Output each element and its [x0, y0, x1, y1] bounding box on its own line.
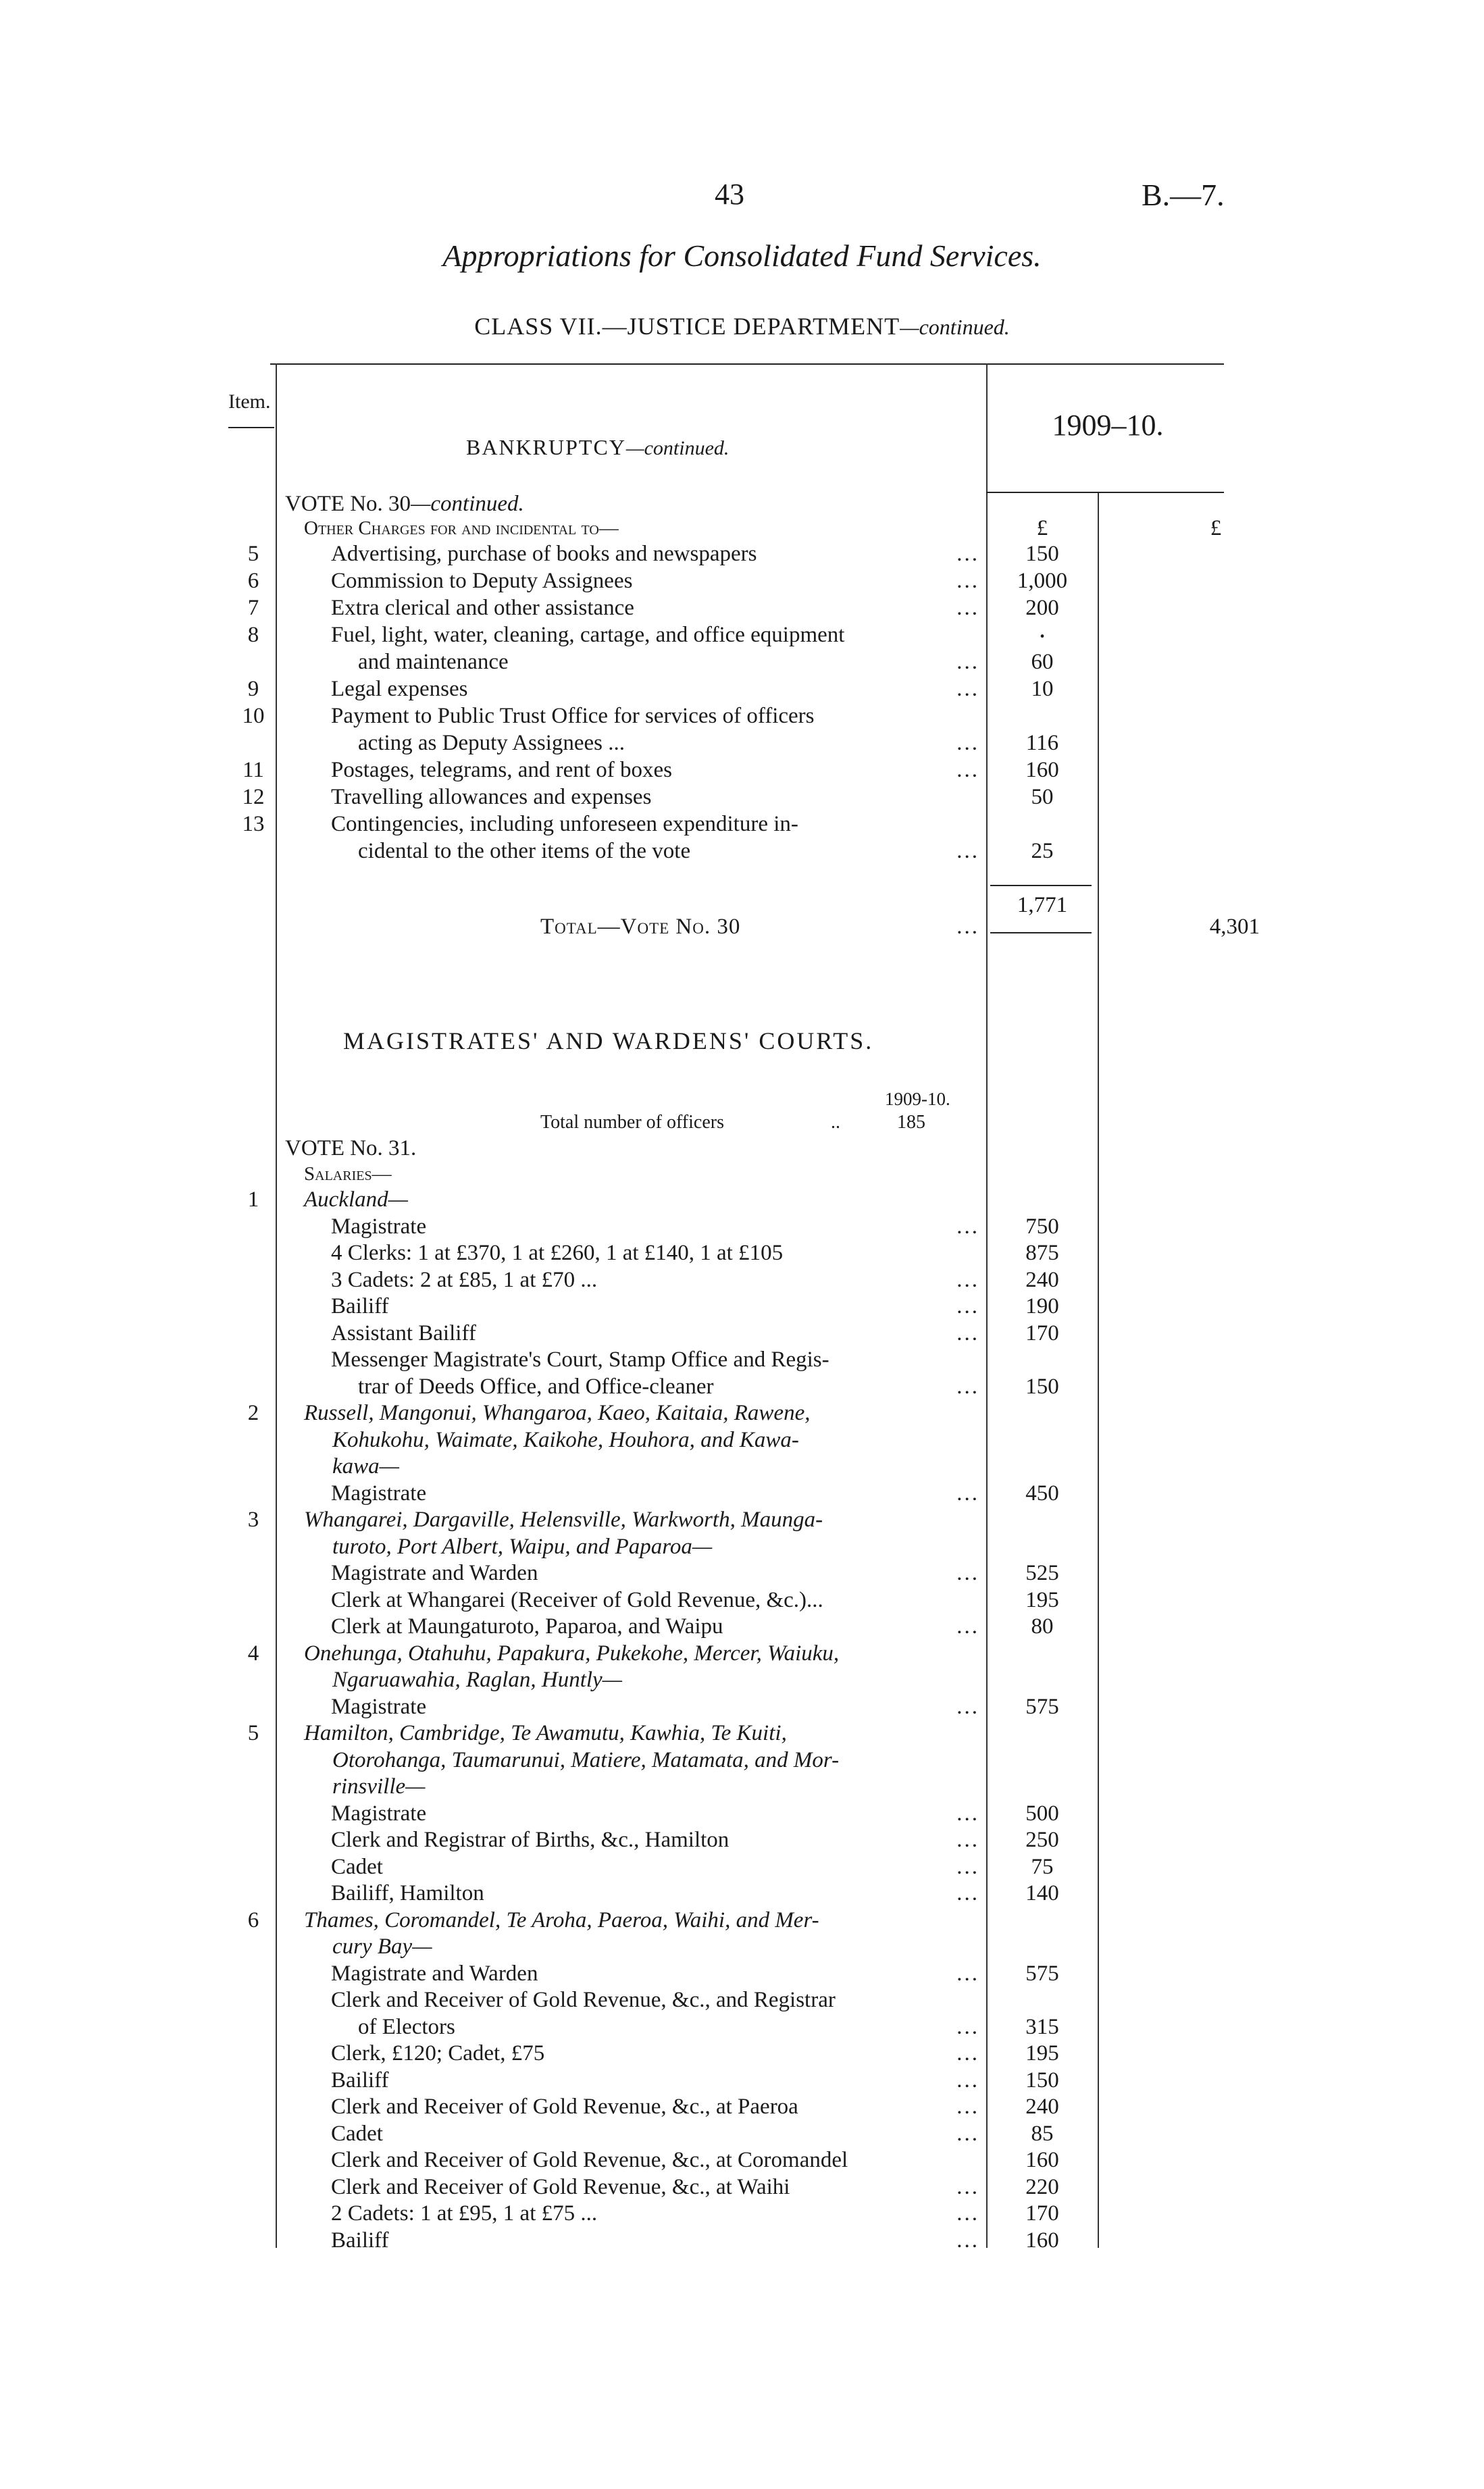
- salary-line-row: [0, 1453, 1484, 1480]
- item-amount: 195: [1025, 1587, 1059, 1612]
- item-description: Contingencies, including unforeseen expenditure in-: [331, 812, 798, 836]
- bankruptcy-item-row: [0, 729, 1484, 756]
- item-number: 8: [247, 623, 259, 647]
- total-currency-symbol: £: [1210, 516, 1222, 540]
- item-description: Kohukohu, Waimate, Kaikohe, Houhora, and Kawa-: [332, 1427, 799, 1452]
- salaries-heading: [0, 1160, 1484, 1187]
- vote-30-heading: [0, 490, 1484, 517]
- item-amount: 240: [1025, 2095, 1059, 2119]
- item-number: 5: [247, 1721, 259, 1745]
- salary-line-row: [0, 1773, 1484, 1800]
- leader-dots: ...: [956, 1881, 979, 1905]
- bankruptcy-heading-suffix: —continued.: [625, 437, 730, 459]
- document-reference: B.—7.: [1142, 178, 1225, 212]
- leader-dots: ...: [956, 569, 979, 593]
- item-description: trar of Deeds Office, and Office-cleaner: [358, 1374, 714, 1399]
- item-amount: 10: [1031, 677, 1054, 701]
- bankruptcy-item-row: [0, 784, 1484, 811]
- leader-dots: ...: [956, 1374, 979, 1399]
- item-description: Clerk and Receiver of Gold Revenue, &c., and Registrar: [331, 1988, 836, 2012]
- salary-line-row: [0, 1373, 1484, 1400]
- salary-line-row: [0, 2013, 1484, 2041]
- salary-line-row: [0, 1266, 1484, 1293]
- leader-dots: ...: [956, 650, 979, 674]
- item-number: 10: [242, 704, 265, 728]
- salary-line-row: [0, 2200, 1484, 2227]
- salary-line-row: [0, 1907, 1484, 1934]
- item-amount: 575: [1025, 1961, 1059, 1986]
- item-description: turoto, Port Albert, Waipu, and Paparoa—: [332, 1534, 713, 1559]
- vote-30-suffix: —continued.: [411, 492, 524, 516]
- class-heading-suffix: —continued.: [900, 315, 1010, 339]
- bankruptcy-item-row: [0, 756, 1484, 784]
- item-amount: 500: [1025, 1801, 1059, 1826]
- item-description: Magistrate: [331, 1481, 427, 1506]
- salary-line-row: [0, 1800, 1484, 1827]
- item-description: Ngaruawahia, Raglan, Huntly—: [332, 1668, 623, 1692]
- class-heading-text: CLASS VII.—JUSTICE DEPARTMENT: [474, 313, 900, 340]
- leader-dots: ...: [956, 1561, 979, 1585]
- class-heading: [0, 312, 1484, 340]
- bankruptcy-item-row: [0, 702, 1484, 729]
- leader-dots: ...: [956, 1961, 979, 1986]
- salary-line-row: [0, 1613, 1484, 1640]
- bankruptcy-heading: [466, 435, 729, 460]
- item-description: cidental to the other items of the vote: [358, 839, 691, 863]
- stray-mark: ·: [1038, 621, 1047, 651]
- other-charges-label: Other Charges for and incidental to—: [304, 517, 619, 539]
- salary-line-row: [0, 1693, 1484, 1720]
- leader-dots: ...: [956, 1614, 979, 1639]
- bankruptcy-item-row: [0, 838, 1484, 865]
- item-number: 5: [247, 542, 259, 566]
- magistrates-heading: MAGISTRATES' AND WARDENS' COURTS.: [343, 1027, 874, 1054]
- item-description: 4 Clerks: 1 at £370, 1 at £260, 1 at £140, 1 at £105: [331, 1241, 784, 1265]
- item-amount: 60: [1031, 650, 1054, 674]
- item-amount: 450: [1025, 1481, 1059, 1506]
- item-amount: 25: [1031, 839, 1054, 863]
- leader-dots: ...: [956, 1214, 979, 1239]
- salary-line-row: [0, 1427, 1484, 1454]
- bankruptcy-item-row: [0, 675, 1484, 702]
- item-description: Magistrate: [331, 1214, 427, 1239]
- item-amount: 150: [1025, 1374, 1059, 1399]
- item-column-header: Item.: [228, 390, 271, 413]
- leader-dots: ...: [956, 2014, 979, 2039]
- page-number: 43: [715, 178, 744, 211]
- item-description: Clerk and Receiver of Gold Revenue, &c., at Paeroa: [331, 2095, 798, 2119]
- item-amount: 50: [1031, 785, 1054, 809]
- item-description: Payment to Public Trust Office for services of officers: [331, 704, 815, 728]
- item-description: Cadet: [331, 2121, 383, 2146]
- salary-line-row: [0, 1826, 1484, 1853]
- salary-line-row: [0, 1960, 1484, 1987]
- leader-dots: ...: [956, 1828, 979, 1852]
- item-description: Magistrate and Warden: [331, 1961, 538, 1986]
- leader-dots: ...: [956, 758, 979, 782]
- bankruptcy-item-row: [0, 540, 1484, 567]
- item-amount: 116: [1025, 731, 1059, 755]
- item-number: 2: [247, 1401, 259, 1425]
- item-amount: 195: [1025, 2041, 1059, 2065]
- leader-dots: ...: [956, 2228, 979, 2253]
- item-description: Clerk, £120; Cadet, £75: [331, 2041, 545, 2065]
- item-amount: 875: [1025, 1241, 1059, 1265]
- salary-line-row: [0, 1506, 1484, 1533]
- leader-dots: ...: [956, 1694, 979, 1719]
- item-amount: 240: [1025, 1267, 1059, 1292]
- salary-line-row: [0, 1480, 1484, 1507]
- item-description: Clerk and Receiver of Gold Revenue, &c., at Coromandel: [331, 2148, 848, 2172]
- salary-line-row: [0, 1293, 1484, 1320]
- item-description: acting as Deputy Assignees ...: [358, 731, 625, 755]
- vote-30-total-row: [0, 913, 1484, 940]
- item-description: Extra clerical and other assistance: [331, 596, 634, 620]
- salary-line-row: [0, 1239, 1484, 1266]
- item-amount: 220: [1025, 2174, 1059, 2199]
- item-description: Russell, Mangonui, Whangaroa, Kaeo, Kaitaia, Rawene,: [304, 1401, 811, 1425]
- item-description: Clerk at Whangarei (Receiver of Gold Revenue, &c.)...: [331, 1587, 823, 1612]
- item-amount: 575: [1025, 1694, 1059, 1719]
- item-amount: 85: [1031, 2121, 1054, 2146]
- salaries-label: Salaries—: [304, 1163, 392, 1185]
- salary-line-row: [0, 1587, 1484, 1614]
- item-amount: 170: [1025, 1320, 1059, 1345]
- leader-dots: ...: [956, 1267, 979, 1292]
- item-number: 6: [247, 1907, 259, 1932]
- salary-line-row: [0, 1400, 1484, 1427]
- item-description: cury Bay—: [332, 1934, 432, 1959]
- salary-line-row: [0, 1186, 1484, 1213]
- leader-dots: ...: [956, 677, 979, 701]
- item-description: Whangarei, Dargaville, Helensville, Warkworth, Maunga-: [304, 1508, 823, 1532]
- item-number: 4: [247, 1641, 259, 1666]
- item-amount: 160: [1025, 2148, 1059, 2172]
- item-description: Commission to Deputy Assignees: [331, 569, 633, 593]
- item-description: Bailiff: [331, 2228, 389, 2253]
- item-number: 12: [242, 785, 265, 809]
- item-amount: 75: [1031, 1854, 1054, 1879]
- leader-dots: ...: [956, 1854, 979, 1879]
- leader-dots: ...: [956, 1320, 979, 1345]
- item-number: 7: [247, 596, 259, 620]
- leader-dots: ...: [956, 2201, 979, 2226]
- item-description: Advertising, purchase of books and newspapers: [331, 542, 757, 566]
- item-description: Clerk and Registrar of Births, &c., Hamilton: [331, 1828, 730, 1852]
- vote-30-label: [285, 490, 524, 517]
- salary-line-row: [0, 1213, 1484, 1240]
- item-amount: 160: [1025, 758, 1059, 782]
- bankruptcy-item-row: [0, 648, 1484, 675]
- item-description: Clerk and Receiver of Gold Revenue, &c., at Waihi: [331, 2174, 790, 2199]
- item-description: and maintenance: [358, 650, 509, 674]
- item-number: 13: [242, 812, 265, 836]
- page-title: Appropriations for Consolidated Fund Services.: [442, 238, 1042, 273]
- officers-summary-label: Total number of officers: [540, 1112, 724, 1133]
- item-description: Assistant Bailiff: [331, 1320, 476, 1345]
- other-charges-heading: [0, 515, 1484, 542]
- vote-30-text: VOTE No. 30: [285, 492, 411, 516]
- item-description: Otorohanga, Taumarunui, Matiere, Matamata, and Mor-: [332, 1747, 840, 1772]
- salary-line-row: [0, 1986, 1484, 2013]
- year-column-header: 1909–10.: [1052, 409, 1164, 442]
- salary-line-row: [0, 2120, 1484, 2147]
- item-description: Bailiff: [331, 1294, 389, 1318]
- salary-line-row: [0, 1747, 1484, 1774]
- vote-31-heading: [0, 1135, 1484, 1162]
- amount-currency-symbol: £: [1036, 516, 1048, 540]
- item-description: 2 Cadets: 1 at £95, 1 at £75 ...: [331, 2201, 598, 2226]
- item-amount: 750: [1025, 1214, 1059, 1239]
- item-number: 9: [247, 677, 259, 701]
- stray-mark-row: [0, 623, 1484, 650]
- salary-line-row: [0, 1880, 1484, 1907]
- salary-line-row: [0, 2093, 1484, 2120]
- item-amount: 140: [1025, 1881, 1059, 1905]
- item-description: Fuel, light, water, cleaning, cartage, and office equipment: [331, 623, 845, 647]
- leader-dots: ...: [956, 839, 979, 863]
- item-number: 1: [247, 1187, 259, 1212]
- item-amount: 315: [1025, 2014, 1059, 2039]
- vote-30-total-label: Total—Vote No. 30: [540, 915, 741, 939]
- leader-dots: ...: [956, 1801, 979, 1826]
- salary-line-row: [0, 2174, 1484, 2201]
- leader-dots: ...: [956, 2174, 979, 2199]
- subtotal-rule: [990, 885, 1092, 886]
- salary-line-row: [0, 1533, 1484, 1560]
- salary-line-row: [0, 2147, 1484, 2174]
- bankruptcy-heading-text: BANKRUPTCY: [466, 435, 626, 459]
- item-amount: 525: [1025, 1561, 1059, 1585]
- item-amount: 150: [1025, 2068, 1059, 2093]
- salary-line-row: [0, 1560, 1484, 1587]
- officers-summary-year: 1909-10.: [885, 1089, 950, 1109]
- item-description: Hamilton, Cambridge, Te Awamutu, Kawhia, Te Kuiti,: [304, 1721, 787, 1745]
- vote-30-total-dots: ...: [956, 915, 979, 939]
- item-amount: 200: [1025, 596, 1059, 620]
- leader-dots: ...: [956, 596, 979, 620]
- item-description: Bailiff: [331, 2068, 389, 2093]
- salary-line-row: [0, 1720, 1484, 1747]
- officers-summary-value: 185: [897, 1112, 925, 1133]
- salary-line-row: [0, 2227, 1484, 2254]
- vote-31-label: VOTE No. 31.: [285, 1136, 417, 1160]
- leader-dots: ...: [956, 542, 979, 566]
- item-amount: 80: [1031, 1614, 1054, 1639]
- item-amount: 160: [1025, 2228, 1059, 2253]
- item-description: Travelling allowances and expenses: [331, 785, 652, 809]
- item-number: 3: [247, 1508, 259, 1532]
- item-description: Cadet: [331, 1854, 383, 1879]
- item-description: rinsville—: [332, 1774, 426, 1799]
- item-description: kawa—: [332, 1454, 399, 1479]
- item-amount: 250: [1025, 1828, 1059, 1852]
- salary-line-row: [0, 1853, 1484, 1880]
- leader-dots: ...: [956, 1294, 979, 1318]
- salary-line-row: [0, 1320, 1484, 1347]
- item-description: Clerk at Maungaturoto, Paparoa, and Waipu: [331, 1614, 723, 1639]
- item-description: Auckland—: [304, 1187, 408, 1212]
- item-description: Magistrate and Warden: [331, 1561, 538, 1585]
- item-number: 6: [247, 569, 259, 593]
- item-description: Onehunga, Otahuhu, Papakura, Pukekohe, Mercer, Waiuku,: [304, 1641, 840, 1666]
- leader-dots: ...: [956, 2068, 979, 2093]
- bankruptcy-item-row: [0, 567, 1484, 594]
- item-description: Magistrate: [331, 1694, 427, 1719]
- table-top-rule: [270, 363, 1224, 365]
- leader-dots: ...: [956, 731, 979, 755]
- item-amount: 190: [1025, 1294, 1059, 1318]
- item-description: of Electors: [358, 2014, 455, 2039]
- leader-dots: ...: [956, 2095, 979, 2119]
- officers-summary-dots: ..: [831, 1112, 840, 1133]
- item-description: Messenger Magistrate's Court, Stamp Office and Regis-: [331, 1348, 829, 1372]
- vote-30-total-value: 4,301: [1209, 915, 1260, 939]
- item-number: 11: [242, 758, 264, 782]
- subtotal-value: 1,771: [1017, 893, 1068, 917]
- salary-line-row: [0, 2040, 1484, 2067]
- item-description: Legal expenses: [331, 677, 468, 701]
- item-amount: 1,000: [1017, 569, 1068, 593]
- item-description: 3 Cadets: 2 at £85, 1 at £70 ...: [331, 1267, 598, 1292]
- item-amount: 150: [1025, 542, 1059, 566]
- item-description: Bailiff, Hamilton: [331, 1881, 484, 1905]
- item-header-rule: [228, 427, 274, 428]
- item-amount: 170: [1025, 2201, 1059, 2226]
- bankruptcy-item-row: [0, 811, 1484, 838]
- leader-dots: ...: [956, 2041, 979, 2065]
- leader-dots: ...: [956, 2121, 979, 2146]
- salary-line-row: [0, 1933, 1484, 1960]
- item-description: Thames, Coromandel, Te Aroha, Paeroa, Waihi, and Mer-: [304, 1907, 819, 1932]
- leader-dots: ...: [956, 1481, 979, 1506]
- salary-line-row: [0, 1640, 1484, 1667]
- bankruptcy-item-row: [0, 594, 1484, 621]
- item-description: Magistrate: [331, 1801, 427, 1826]
- salary-line-row: [0, 1346, 1484, 1373]
- salary-line-row: [0, 2067, 1484, 2094]
- item-description: Postages, telegrams, and rent of boxes: [331, 758, 672, 782]
- salary-line-row: [0, 1666, 1484, 1693]
